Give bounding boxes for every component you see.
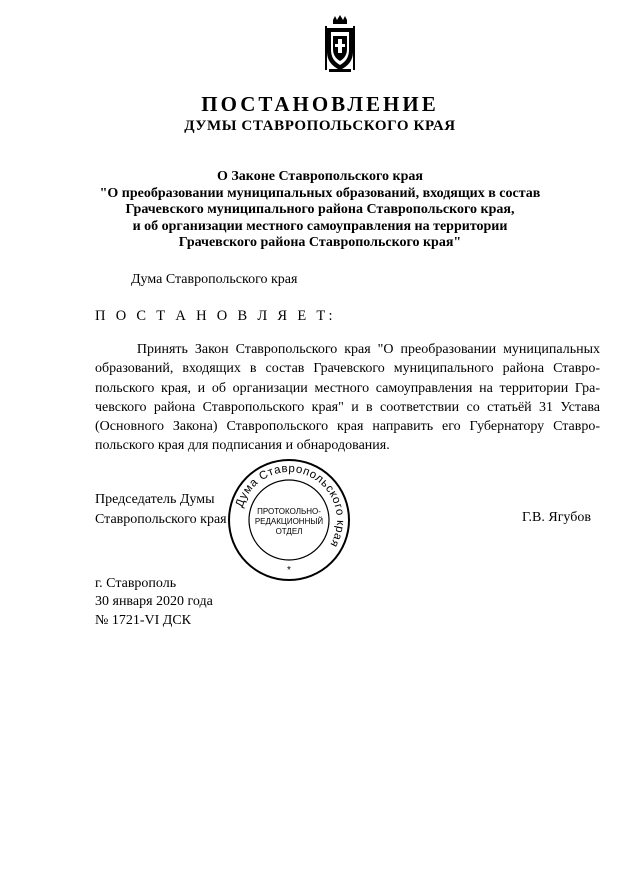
stamp-inner-line: РЕДАКЦИОННЫЙ <box>254 517 324 526</box>
stamp-inner-line: ПРОТОКОЛЬНО- <box>257 507 321 516</box>
stamp-inner-line: ОТДЕЛ <box>275 527 303 536</box>
footer-number: № 1721-VI ДСК <box>95 612 192 628</box>
signatory-name: Г.В. Ягубов <box>522 510 591 525</box>
law-title-line: "О преобразовании муниципальных образований, входящих в состав <box>99 185 541 201</box>
law-title <box>60 169 580 252</box>
document-footer <box>95 575 213 630</box>
body-line: польского края, и об организации местного самоуправления на территории Гра- <box>95 380 600 396</box>
footer-city: г. Ставрополь <box>95 576 177 591</box>
body-line: образований, входящих в состав Грачевского муниципального района Ставро- <box>95 361 600 377</box>
body-line: польского края для подписания и обнародования. <box>95 438 390 454</box>
footer-date: 30 января 2020 года <box>95 594 213 610</box>
decree-body <box>95 340 600 456</box>
document-subtitle: ДУМЫ СТАВРОПОЛЬСКОГО КРАЯ <box>184 118 456 134</box>
position-line: Ставропольского края <box>95 511 227 527</box>
body-line: чевского района Ставропольского края" и в соответствии со статьёй 31 Устава <box>95 399 600 415</box>
document-title: ПОСТАНОВЛЕНИЕ <box>201 92 439 116</box>
body-line: Принять Закон Ставропольского края "О преобразовании муниципальных <box>95 342 600 357</box>
signatory-position <box>95 490 227 529</box>
law-title-line: Грачевского района Ставропольского края" <box>178 235 462 250</box>
stamp-ring-text: Дума Ставропольского края <box>233 462 347 550</box>
law-title-line: О Законе Ставропольского края <box>217 169 423 184</box>
law-title-line: и об организации местного самоуправления на территории <box>132 218 508 234</box>
law-title-line: Грачевского муниципального района Ставропольского края, <box>125 202 515 217</box>
stamp-star: * <box>287 565 291 576</box>
official-stamp <box>226 457 352 583</box>
coat-of-arms-icon <box>323 14 357 74</box>
position-line: Председатель Думы <box>95 492 215 507</box>
body-line: (Основного Закона) Ставропольского края направить его Губернатору Ставро- <box>95 419 600 435</box>
issuer-text: Дума Ставропольского края <box>131 272 298 287</box>
decree-heading: П О С Т А Н О В Л Я Е Т: <box>95 308 336 324</box>
